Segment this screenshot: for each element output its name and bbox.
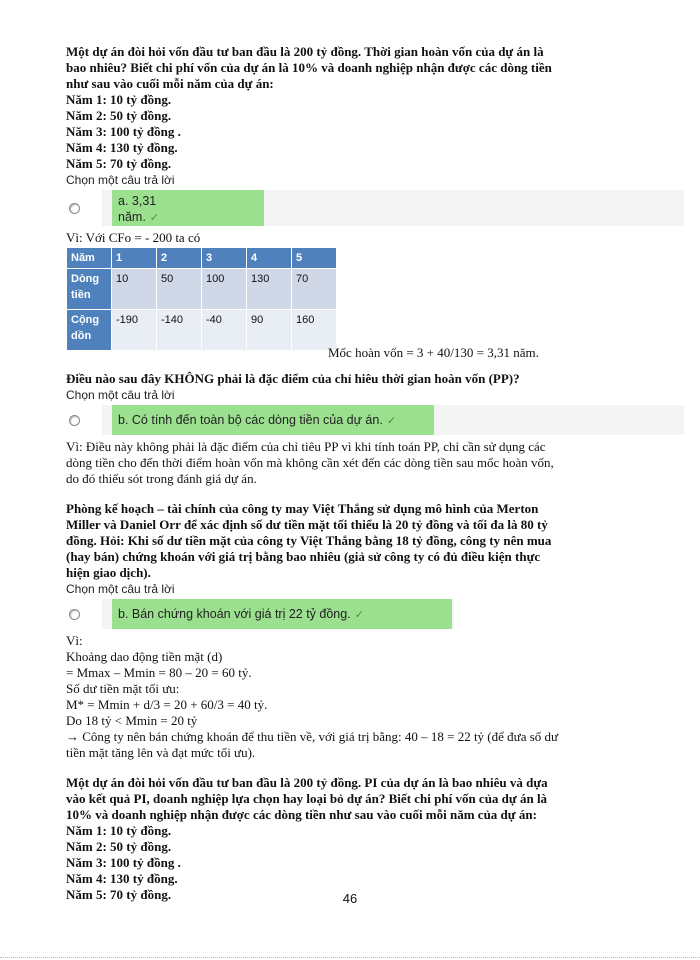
question-line: Năm 2: 50 tỷ đồng. — [66, 839, 172, 854]
question-3 — [66, 501, 684, 581]
table-header-cell: Năm — [67, 248, 112, 269]
explanation — [66, 633, 684, 761]
question-line: Một dự án đòi hỏi vốn đầu tư ban đầu là 200 tỷ đồng. PI của dự án là bao nhiêu và dựa — [66, 775, 548, 790]
payback-result: Mốc hoàn vốn = 3 + 40/130 = 3,31 năm. — [328, 345, 539, 360]
table-header-cell: 5 — [292, 248, 337, 269]
explanation-line: Do 18 tỷ < Mmin = 20 tỷ — [66, 713, 198, 728]
table-cell: 90 — [247, 310, 292, 351]
explanation-line: Khoảng dao động tiền mặt (d) — [66, 649, 223, 664]
answer-text — [112, 599, 452, 629]
radio-button[interactable] — [69, 415, 80, 426]
table-cell: -190 — [112, 310, 157, 351]
table-header-cell: 1 — [112, 248, 157, 269]
explanation-line: → Công ty nên bán chứng khoán để thu tiền về, với giá trị bằng: 40 – 18 = 22 tỷ (để đưa số dư — [66, 729, 559, 744]
table-header-row — [67, 248, 337, 269]
question-line: Một dự án đòi hỏi vốn đầu tư ban đầu là 200 tỷ đồng. Thời gian hoàn vốn của dự án là — [66, 44, 544, 59]
table-cell: 10 — [112, 269, 157, 310]
row-label: Cộng dồn — [67, 310, 112, 351]
question-line: Năm 3: 100 tỷ đồng . — [66, 855, 181, 870]
question-2: Điều nào sau đây KHÔNG phải là đặc điểm của chỉ hiêu thời gian hoàn vốn (PP)? — [66, 371, 520, 386]
check-icon: ✓ — [149, 212, 160, 224]
question-line: Năm 4: 130 tỷ đồng. — [66, 140, 178, 155]
answer-prompt: Chọn một câu trả lời — [66, 173, 175, 187]
answer-line: b. Bán chứng khoán với giá trị 22 tỷ đồng. — [118, 607, 351, 621]
table-cell: 130 — [247, 269, 292, 310]
answer-prompt: Chọn một câu trả lời — [66, 388, 175, 402]
explanation — [66, 439, 684, 487]
page-number: 46 — [342, 891, 358, 906]
explanation: Vì: Với CFo = - 200 ta có — [66, 230, 201, 245]
question-line: Năm 5: 70 tỷ đồng. — [66, 887, 172, 902]
answer-text — [112, 190, 264, 226]
question-line: Năm 4: 130 tỷ đồng. — [66, 871, 178, 886]
question-4 — [66, 775, 684, 903]
table-row — [67, 269, 337, 310]
question-line: Năm 2: 50 tỷ đồng. — [66, 108, 172, 123]
table-cell: 100 — [202, 269, 247, 310]
table-header-cell: 4 — [247, 248, 292, 269]
table-cell: 70 — [292, 269, 337, 310]
row-label: Dòng tiền — [67, 269, 112, 310]
explanation-line: Vì: Điều này không phải là đặc điểm của chỉ tiêu PP vì khi tính toán PP, chỉ cần sử dụng các — [66, 439, 546, 454]
page-bottom-border — [0, 957, 700, 958]
answer-option-b — [66, 599, 684, 629]
answer-line: a. 3,31 — [118, 194, 157, 208]
radio-button[interactable] — [69, 203, 80, 214]
document-page — [66, 44, 684, 903]
answer-line: b. Có tính đến toàn bộ các dòng tiền của dự án. — [118, 413, 383, 427]
explanation-line: = Mmax – Mmin = 80 – 20 = 60 tỷ. — [66, 665, 252, 680]
table-cell: -40 — [202, 310, 247, 351]
question-line: Phòng kế hoạch – tài chính của công ty may Việt Thắng sử dụng mô hình của Merton — [66, 501, 539, 516]
cash-flow-table-wrap — [66, 247, 684, 360]
explanation-line: Số dư tiền mặt tối ưu: — [66, 681, 180, 696]
question-line: Năm 1: 10 tỷ đồng. — [66, 92, 172, 107]
table-row — [67, 310, 337, 351]
table-header-cell: 2 — [157, 248, 202, 269]
question-line: Năm 1: 10 tỷ đồng. — [66, 823, 172, 838]
question-line: Năm 5: 70 tỷ đồng. — [66, 156, 172, 171]
question-line: hiện giao dịch). — [66, 565, 151, 580]
question-line: 10% và doanh nghiệp nhận được các dòng tiền như sau vào cuối mỗi năm của dự án: — [66, 807, 537, 822]
cash-flow-table — [66, 247, 337, 351]
question-line: như sau vào cuối mỗi năm của dự án: — [66, 76, 274, 91]
table-cell: 160 — [292, 310, 337, 351]
question-line: (hay bán) chứng khoán với giá trị bằng bao nhiêu (giả sử công ty có đủ điều kiện thực — [66, 549, 541, 564]
question-1 — [66, 44, 684, 172]
answer-prompt: Chọn một câu trả lời — [66, 582, 175, 596]
answer-line: năm. — [118, 210, 146, 224]
table-cell: 50 — [157, 269, 202, 310]
answer-option-a — [66, 190, 684, 226]
answer-option-b — [66, 405, 684, 435]
table-header-cell: 3 — [202, 248, 247, 269]
question-line: bao nhiêu? Biết chi phí vốn của dự án là 10% và doanh nghiệp nhận được các dòng tiền — [66, 60, 552, 75]
radio-button[interactable] — [69, 609, 80, 620]
check-icon: ✓ — [386, 415, 397, 427]
answer-text — [112, 405, 434, 435]
explanation-line: tiền mặt tăng lên và đạt mức tối ưu). — [66, 745, 256, 760]
explanation-line: Vì: — [66, 633, 83, 648]
question-line: Miller và Daniel Orr để xác định số dư tiền mặt tối thiểu là 20 tỷ đồng và tối đa là 80 tỷ — [66, 517, 548, 532]
table-cell: -140 — [157, 310, 202, 351]
check-icon: ✓ — [354, 609, 364, 621]
question-line: đồng. Hỏi: Khi số dư tiền mặt của công ty Việt Thắng bằng 18 tỷ đồng, công ty nên mua — [66, 533, 552, 548]
explanation-line: dòng tiền cho đến thời điểm hoàn vốn mà không cần xét đến các dòng tiền sau mốc hoàn vốn, — [66, 455, 554, 470]
explanation-line: M* = Mmin + d/3 = 20 + 60/3 = 40 tỷ. — [66, 697, 268, 712]
question-line: vào kết quả PI, doanh nghiệp lựa chọn hay loại bỏ dự án? Biết chi phí vốn của dự án là — [66, 791, 548, 806]
explanation-line: do đó thiếu sót trong đánh giá dự án. — [66, 471, 257, 486]
question-line: Năm 3: 100 tỷ đồng . — [66, 124, 181, 139]
